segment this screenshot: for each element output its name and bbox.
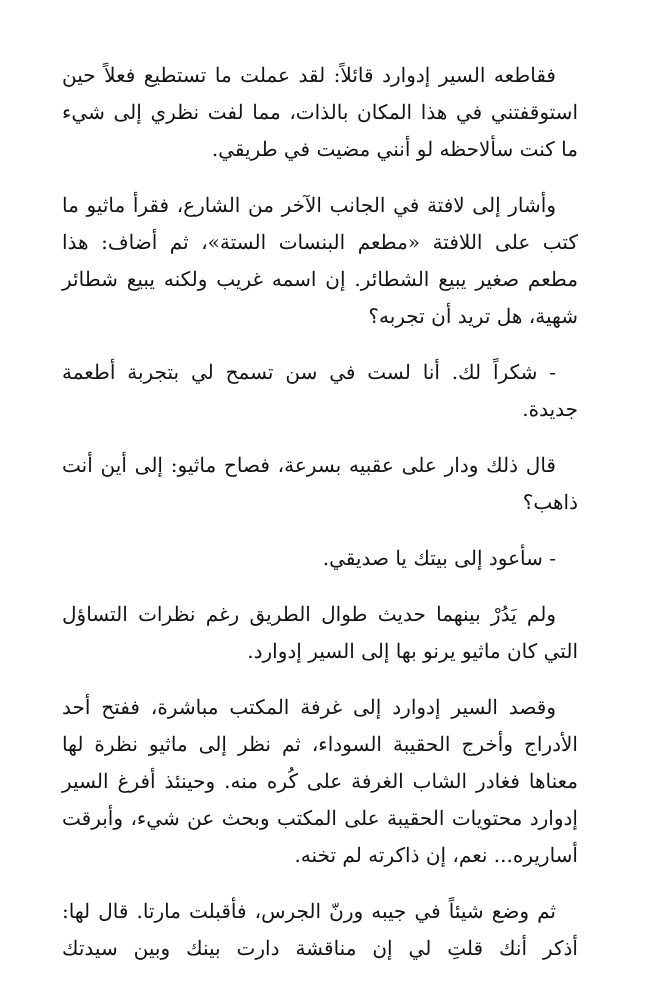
- paragraph-1: فقاطعه السير إدوارد قائلاً: لقد عملت ما تستطيع فعلاً حين استوقفتني في هذا المكان بالذات، مما لفت نظري إلى شيء ما كنت سألاحظه لو أنني مضيت في طريقي.: [62, 63, 578, 161]
- paragraph-3: - شكراً لك. أنا لست في سن تسمح لي بتجربة أطعمة جديدة.: [62, 360, 578, 421]
- paragraph-6: ولم يَدُرْ بينهما حديث طوال الطريق رغم نظرات التساؤل التي كان ماثيو يرنو بها إلى السير إدوارد.: [62, 602, 578, 663]
- book-page: [62, 57, 578, 967]
- paragraph-7: وقصد السير إدوارد إلى غرفة المكتب مباشرة، ففتح أحد الأدراج وأخرج الحقيبة السوداء، ثم نظر إلى ماثيو نظرة لها معناها فغادر الشاب الغرفة على كُره منه. وحينئذ أفرغ السير إدوارد محتويات الحقيبة على المكتب وبحث عن شيء، وأبرقت أساريره... نعم، إن ذاكرته لم تخنه.: [62, 695, 578, 867]
- paragraph-8: ثم وضع شيئاً في جيبه ورنّ الجرس، فأقبلت مارتا. قال لها: أذكر أنك قلتِ لي إن مناقشة دارت بينك وبين سيدتك: [62, 899, 578, 960]
- paragraph-2: وأشار إلى لافتة في الجانب الآخر من الشارع، فقرأ ماثيو ما كتب على اللافتة «مطعم البنسات الستة»، ثم أضاف: هذا مطعم صغير يبيع الشطائر. إن اسمه غريب ولكنه يبيع شطائر شهية، هل تريد أن تجربه؟: [62, 193, 578, 328]
- paragraph-4: قال ذلك ودار على عقبيه بسرعة، فصاح ماثيو: إلى أين أنت ذاهب؟: [62, 453, 578, 514]
- paragraph-5: - سأعود إلى بيتك يا صديقي.: [322, 546, 556, 570]
